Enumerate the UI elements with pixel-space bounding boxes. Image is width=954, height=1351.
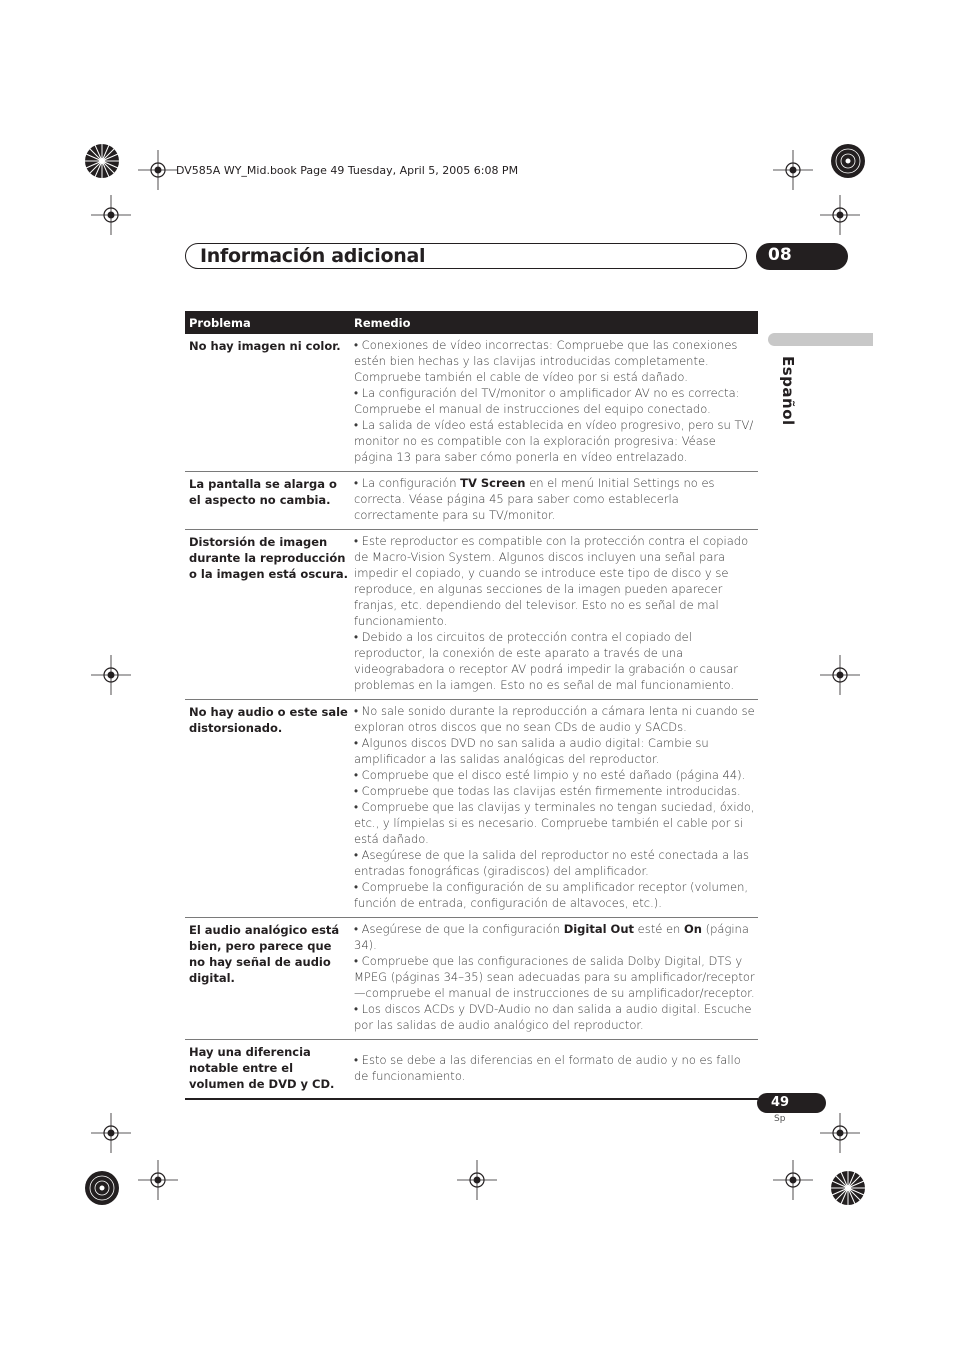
remedy-item: • Este reproductor es compatible con la protección contra el copiado de Macro-Vision System. Algunos discos incluyen una señal para impedir el copiado, y cuando se introduce este tipo de disco y se reproduce, en algunas secciones de la imagen pueden aparecer franjas, etc. dependiendo del televisor. Esto no es señal de mal funcionamiento. (354, 534, 749, 628)
remedy-cell (350, 700, 758, 918)
setting-value-on: On (684, 922, 702, 936)
registration-mark-icon (820, 195, 860, 235)
chapter-number-badge: 08 (756, 243, 848, 270)
table-row (185, 1040, 758, 1100)
registration-mark-icon (91, 195, 131, 235)
remedy-cell (350, 530, 758, 700)
problem-cell: La pantalla se alarga o el aspecto no cambia. (185, 472, 350, 530)
starburst-mark-icon (84, 1170, 120, 1206)
remedy-item: • Conexiones de vídeo incorrectas: Compruebe que las conexiones estén bien hechas y las clavijas introducidas completamente. Compruebe también el cable de vídeo por si está dañado. (354, 338, 738, 384)
remedy-item: • Esto se debe a las diferencias en el formato de audio y no es fallo de funcionamiento. (354, 1052, 741, 1083)
problem-cell: Hay una diferencia notable entre el volumen de DVD y CD. (185, 1040, 350, 1100)
section-title-bar (185, 243, 747, 269)
remedy-cell (350, 918, 758, 1040)
book-header-line: DV585A WY_Mid.book Page 49 Tuesday, April 5, 2005 6:08 PM (176, 164, 519, 177)
section-title: Información adicional (200, 245, 426, 267)
column-header-problem: Problema (185, 311, 350, 334)
table-header-row (185, 311, 758, 334)
remedy-cell (350, 334, 758, 472)
table-row (185, 918, 758, 1040)
remedy-item: • La configuración TV Screen en el menú Initial Settings no es correcta. Véase página 45 para saber como establecerla correctamente para su TV/monitor. (354, 476, 715, 522)
remedy-item: • Compruebe que las clavijas y terminales no tengan suciedad, óxido, etc., y límpielas si es necesario. Compruebe también el cable por si está dañado. (354, 800, 755, 846)
remedy-item: • Compruebe que las configuraciones de salida Dolby Digital, DTS y MPEG (páginas 34–35) sean adecuadas para su amplificador/receptor —compruebe el manual de instrucciones de su amplificador/receptor. (354, 954, 755, 1000)
remedy-item: • Debido a los circuitos de protección contra el copiado del reproductor, la conexión de este aparato a través de una videograbadora o receptor AV podrá impedir la grabación o causar problemas en la iamgen. Esto no es señal de mal funcionamiento. (354, 630, 738, 692)
problem-cell: No hay audio o este sale distorsionado. (185, 700, 350, 918)
starburst-mark-icon (84, 143, 120, 179)
remedy-item: • Compruebe que todas las clavijas estén firmemente introducidas. (354, 784, 741, 798)
table-row (185, 530, 758, 700)
table-row (185, 334, 758, 472)
table-row (185, 700, 758, 918)
registration-mark-icon (457, 1160, 497, 1200)
setting-name-digital-out: Digital Out (563, 922, 635, 936)
starburst-mark-icon (830, 143, 866, 179)
registration-mark-icon (773, 1160, 813, 1200)
column-header-remedy: Remedio (350, 311, 758, 334)
remedy-item: • No sale sonido durante la reproducción a cámara lenta ni cuando se exploran otros discos que no sean CDs de audio y SACDs. (354, 704, 755, 734)
page-number: 49 (757, 1093, 826, 1113)
remedy-item: • Asegúrese de que la configuración Digital Out esté en On (página 34). (354, 922, 749, 952)
registration-mark-icon (820, 1113, 860, 1153)
remedy-item: • La configuración del TV/monitor o amplificador AV no es correcta: Compruebe el manual de instrucciones del equipo conectado. (354, 386, 740, 416)
remedy-item: • Algunos discos DVD no san salida a audio digital: Cambie su amplificador a las salidas analógicas del reproductor. (354, 736, 709, 766)
registration-mark-icon (138, 150, 178, 190)
remedy-item: • Los discos ACDs y DVD-Audio no dan salida a audio digital. Escuche por las salidas de audio analógico del reproductor. (354, 1002, 752, 1032)
page-language-code: Sp (774, 1114, 786, 1124)
registration-mark-icon (91, 655, 131, 695)
table-row (185, 472, 758, 530)
problem-cell: Distorsión de imagen durante la reproducción o la imagen está oscura. (185, 530, 350, 700)
language-side-label: Español (779, 356, 797, 426)
registration-mark-icon (773, 150, 813, 190)
remedy-item: • Compruebe la configuración de su amplificador receptor (volumen, función de entrada, configuración de altavoces, etc.). (354, 880, 749, 910)
remedy-item: • La salida de vídeo está establecida en vídeo progresivo, pero su TV/ monitor no es compatible con la exploración progresiva: Véase página 13 para saber cómo ponerla en vídeo entrelazado. (354, 418, 754, 464)
remedy-item: • Compruebe que el disco esté limpio y no esté dañado (página 44). (354, 768, 746, 782)
problem-cell: No hay imagen ni color. (189, 339, 341, 353)
remedy-cell (350, 472, 758, 530)
problem-cell: El audio analógico está bien, pero parece que no hay señal de audio digital. (185, 918, 350, 1040)
remedy-cell (350, 1040, 758, 1100)
language-side-tab (768, 333, 873, 346)
setting-name-tv-screen: TV Screen (460, 476, 526, 490)
troubleshooting-table (185, 311, 758, 1100)
starburst-mark-icon (830, 1170, 866, 1206)
registration-mark-icon (820, 655, 860, 695)
remedy-item: • Asegúrese de que la salida del reproductor no esté conectada a las entradas fonográficas (giradiscos) del amplificador. (354, 848, 750, 878)
registration-mark-icon (91, 1113, 131, 1153)
registration-mark-icon (138, 1160, 178, 1200)
